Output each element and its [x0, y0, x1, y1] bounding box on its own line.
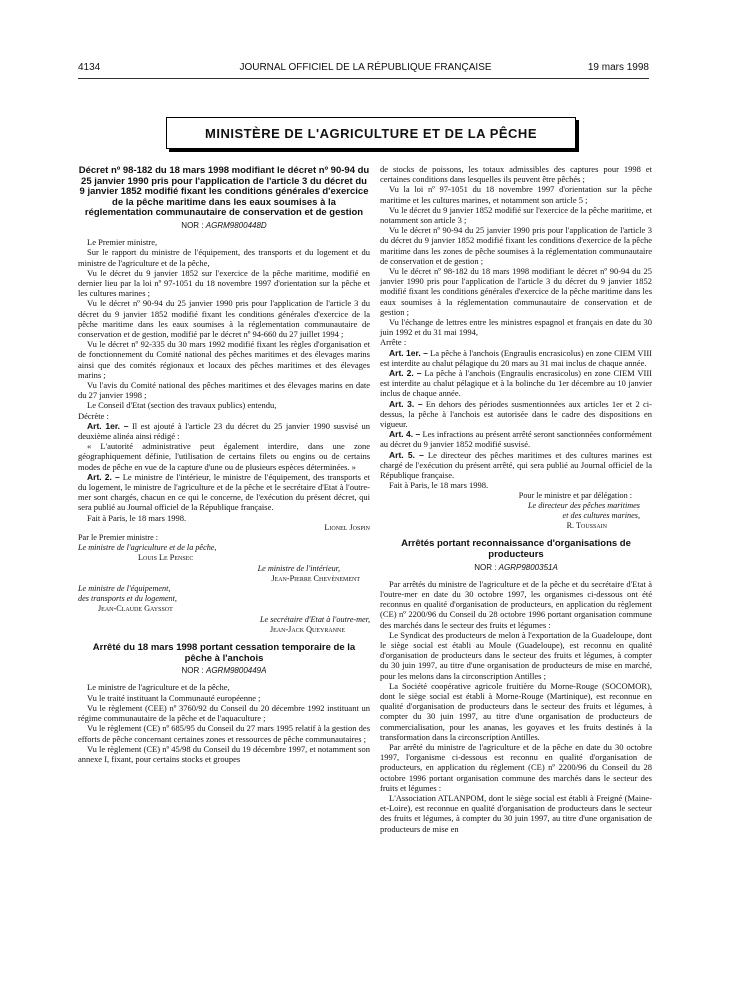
signature-agri-title: Le ministre de l'agriculture et de la pêche,	[78, 543, 217, 553]
paragraph: Par arrêtés du ministre de l'agriculture et de la pêche et du secrétaire d'Etat à l'outre-mer en date du 30 octobre 1997, les organismes ci-dessous ont été reconnus en qualité d'organisation de producteurs, en application du règlement (CE) nº 2200/96 du Conseil du 28 octobre 1996 portant organisation commune des marchés dans le secteur des fruits et légumes :	[380, 578, 652, 630]
ministry-banner: MINISTÈRE DE L'AGRICULTURE ET DE LA PÊCHE	[166, 117, 576, 149]
article-2: Art. 2. – Le ministre de l'intérieur, le ministre de l'équipement, des transports et du logement, le ministre de l'agriculture et de la pêche et le secrétaire d'Etat à l'outre-mer sont chargés, chacun en ce qui le concerne, de l'exécution du présent décret, qui sera publié au Journal officiel de la République française.	[78, 471, 371, 513]
paragraph: Vu le décret nº 92-335 du 30 mars 1992 modifié fixant les règles d'organisation et de fonctionnement du Comité national des pêches maritimes et des élevages marins ainsi que des comités régionaux et locaux des pêches maritimes et des élevages marins ;	[78, 339, 370, 380]
signature-equip-title: Le ministre de l'équipement, des transports et du logement,	[78, 584, 177, 604]
paragraph: Vu la loi nº 97-1051 du 18 novembre 1997 d'orientation sur la pêche maritime et les cultures marines, et notamment son article 5 ;	[380, 184, 652, 205]
signature-pm: Lionel Jospin	[324, 522, 370, 532]
page-header	[0, 62, 731, 76]
article-1-quote: « L'autorité administrative peut également interdire, dans une zone géographiquement définie, l'utilisation de certains filets ou engins ou de certains modes de pêche en vue de la capture d'une ou de plusieurs espèces déterminées. »	[78, 441, 370, 472]
signature-dir-title: Le directeur des pêches maritimes et des cultures marines,	[527, 500, 640, 520]
left-column	[78, 164, 370, 764]
paragraph: Le ministre de l'agriculture et de la pêche,	[87, 682, 230, 693]
pour-le-ministre: Pour le ministre et par délégation :	[518, 490, 632, 500]
paragraph: Le Premier ministre,	[87, 237, 158, 248]
paragraph: Vu le règlement (CEE) nº 3760/92 du Conseil du 20 décembre 1992 instituant un régime communautaire de la pêche et de l'aquaculture ;	[78, 702, 370, 724]
paragraph: La Société coopérative agricole fruitière du Morne-Rouge (SOCOMOR), dont le siège social est établi à Morne-Rouge (Martinique), est reconnue en qualité d'organisation de producteurs dans le secteur des fruits et légumes, à compter du 30 juin 1997, au titre d'une organisation de producteurs de commercialisation, pour les ananas, les goyaves et les fruits destinés à la transformation dans la circonscription Antilles.	[380, 680, 652, 742]
paragraph: Vu le décret du 9 janvier 1852 modifié sur l'exercice de la pêche maritime, et notamment son article 3 ;	[380, 204, 652, 226]
paragraph: Le Conseil d'Etat (section des travaux publics) entendu,	[87, 400, 277, 411]
article-2: Art. 2. – La pêche à l'anchois (Engraulis encrasicolus) en zone CIEM VIII est interdite au chalut pélagique et à la bolinche du 1er décembre au 10 janvier inclus de chaque année.	[380, 368, 652, 399]
decrete-heading: Décrète :	[78, 410, 109, 421]
paragraph: Vu le traité instituant la Communauté européenne ;	[87, 692, 261, 703]
signature-om-title: Le secrétaire d'Etat à l'outre-mer,	[260, 614, 370, 624]
page-number: 4134	[78, 62, 101, 73]
paragraph: Vu le décret nº 90-94 du 25 janvier 1990 pris pour l'application de l'article 3 du décret du 9 janvier 1852 modifié fixant les conditions d'exercice de la pêche maritime dans les zones de pêche soumises à la réglementation communautaire de conservation et de gestion ;	[380, 225, 652, 266]
article-5: Art. 5. – Le directeur des pêches maritimes et des cultures marines est chargé de l'exécution du présent arrêté, qui sera publié au Journal officiel de la République française.	[380, 449, 653, 481]
signature-int-title: Le ministre de l'intérieur,	[257, 563, 340, 573]
par-premier-ministre: Par le Premier ministre :	[78, 533, 159, 543]
paragraph: L'Association ATLANPOM, dont le siège social est établi à Freigné (Maine-et-Loire), est reconnue en qualité d'organisation de producteurs dans le secteur des fruits et légumes, à compter du 30 juin 1997, au titre d'une organisation de producteurs de mise en	[380, 792, 652, 834]
paragraph: de stocks de poissons, les totaux admissibles des captures pour 1998 et certaines conditions dans lesquelles ils peuvent être pêchés ;	[380, 164, 652, 185]
arrete-heading: Arrête :	[380, 337, 407, 348]
paragraph: Vu le décret nº 90-94 du 25 janvier 1990 pris pour l'application de l'article 3 du décret du 9 janvier 1852 modifié fixant les conditions générales d'exercice de la pêche maritime dans les eaux soumises à la réglementation communautaire de conservation et de gestion, modifié par le décret nº 94-660 du 27 juillet 1994 ;	[78, 298, 370, 339]
header-rule	[78, 78, 649, 79]
paragraph: Le Syndicat des producteurs de melon à l'exportation de la Guadeloupe, dont le siège social est établi au Moule (Guadeloupe), est reconnu en qualité d'organisation de producteurs dans le secteur des fruits et légumes, à compter du 30 juin 1997, au titre d'une organisation de producteurs de mise en marché, pour les melons dans la circonscription Antilles ;	[380, 629, 652, 681]
signature-agri-name: Louis Le Pensec	[138, 553, 194, 563]
article-3: Art. 3. – En dehors des périodes susmentionnées aux articles 1er et 2 ci-dessus, la pêche à l'anchois est autorisée dans le cadre des dispositions en vigueur.	[380, 398, 652, 430]
paragraph: Par arrêté du ministre de l'agriculture et de la pêche en date du 30 octobre 1997, l'organisme ci-dessous est reconnu en qualité d'organisation de producteurs, en application du règlement (CE) nº 2200/96 du Conseil du 28 octobre 1996 portant organisation commune des marchés dans le secteur des fruits et légumes :	[380, 741, 652, 793]
paragraph: Vu le décret du 9 janvier 1852 sur l'exercice de la pêche maritime, modifié en dernier lieu par la loi nº 97-1051 du 18 novembre 1997 d'orientation sur la pêche et les cultures marines ;	[78, 267, 370, 299]
signature-equip-name: Jean-Claude Gayssot	[98, 604, 173, 614]
issue-date: 19 mars 1998	[587, 62, 649, 73]
paragraph: Vu le règlement (CE) nº 685/95 du Conseil du 27 mars 1995 relatif à la gestion des efforts de pêche concernant certaines zones et ressources de pêche communautaires ;	[78, 723, 370, 744]
fait-a-paris: Fait à Paris, le 18 mars 1998.	[87, 512, 187, 523]
arrete-2-title: Arrêtés portant reconnaissance d'organisations de producteurs	[401, 538, 631, 560]
paragraph: Vu le décret nº 98-182 du 18 mars 1998 modifiant le décret nº 90-94 du 25 janvier 1990 pris pour l'application de l'article 3 du décret du 9 janvier 1852 modifié fixant les conditions générales d'exercice de la pêche maritime dans les eaux soumises à la réglementation communautaire de conservation et de gestion ;	[380, 266, 652, 317]
article-1: Art. 1er. – La pêche à l'anchois (Engraulis encrasicolus) en zone CIEM VIII est interdite au chalut pélagique du 20 mars au 31 mai inclus de chaque année.	[380, 347, 652, 368]
journal-title: JOURNAL OFFICIEL DE LA RÉPUBLIQUE FRANÇAISE	[239, 62, 492, 73]
signature-om-name: Jean-Jack Queyranne	[269, 624, 345, 634]
arrete-1-title: Arrêté du 18 mars 1998 portant cessation temporaire de la pêche à l'anchois	[92, 642, 356, 664]
fait-a-paris: Fait à Paris, le 18 mars 1998.	[389, 480, 489, 491]
paragraph: Vu le règlement (CE) nº 45/98 du Conseil du 19 décembre 1997, et notamment son annexe I, fixant, pour certains stocks et groupes	[78, 743, 370, 764]
paragraph: Vu l'échange de lettres entre les ministres espagnol et français en date du 30 juin 1992 et du 31 mai 1994,	[380, 317, 652, 338]
decree-nor: NOR : AGRM9800448D	[181, 220, 267, 230]
signature-dir-name: R. Toussain	[566, 521, 607, 531]
signature-int-name: Jean-Pierre Chevènement	[271, 573, 360, 583]
article-4: Art. 4. – Les infractions au présent arrêté seront sanctionnées conformément au décret du 9 janvier 1852 modifié susvisé.	[380, 429, 652, 450]
arrete-2-nor: NOR : AGRP9800351A	[474, 562, 558, 572]
decree-title: Décret nº 98-182 du 18 mars 1998 modifiant le décret nº 90-94 du 25 janvier 1990 pris pour l'application de l'article 3 du décret du 9 janvier 1852 modifié fixant les conditions générales d'exercice de la pêche maritime dans les eaux soumises à la réglementation communautaire de conservation et de gestion	[78, 165, 370, 219]
paragraph: Vu l'avis du Comité national des pêches maritimes et des élevages marins en date du 27 janvier 1998 ;	[78, 380, 370, 401]
right-column	[380, 164, 652, 834]
article-1: Art. 1er. – Il est ajouté à l'article 23 du décret du 25 janvier 1990 susvisé un deuxième alinéa ainsi rédigé :	[78, 420, 370, 442]
arrete-1-nor: NOR : AGRM9800449A	[181, 666, 267, 676]
paragraph: Sur le rapport du ministre de l'équipement, des transports et du logement et du ministre de l'agriculture et de la pêche,	[78, 247, 370, 268]
